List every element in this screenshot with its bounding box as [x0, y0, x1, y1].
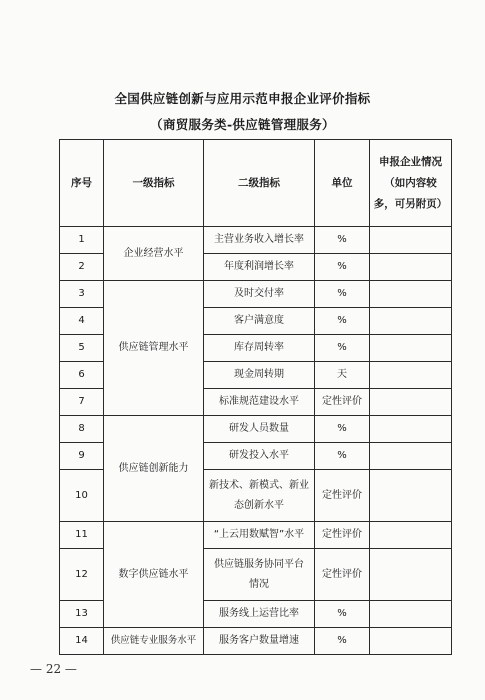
row-no: 8: [60, 416, 104, 443]
row-unit: %: [315, 416, 370, 443]
row-situation-cell[interactable]: [370, 601, 452, 628]
row-indicator: 主营业务收入增长率: [204, 227, 315, 254]
row-indicator: “上云用数赋智”水平: [204, 522, 315, 549]
row-indicator: 标准规范建设水平: [204, 389, 315, 416]
row-unit: %: [315, 254, 370, 281]
table-row: [60, 416, 452, 443]
row-unit: %: [315, 227, 370, 254]
group-label: 供应链管理水平: [104, 281, 204, 416]
row-unit: %: [315, 335, 370, 362]
row-no: 12: [60, 549, 104, 601]
header-ext-line2: （如内容较: [384, 176, 437, 189]
row-situation-cell[interactable]: [370, 227, 452, 254]
row-situation-cell[interactable]: [370, 254, 452, 281]
header-ext-line3: 多，可另附页）: [373, 197, 448, 210]
row-unit: %: [315, 443, 370, 470]
row-situation-cell[interactable]: [370, 416, 452, 443]
header-unit: 单位: [315, 140, 370, 227]
table-row: [60, 281, 452, 308]
row-unit: 定性评价: [315, 470, 370, 522]
row-indicator: 年度利润增长率: [204, 254, 315, 281]
row-no: 10: [60, 470, 104, 522]
row-situation-cell[interactable]: [370, 470, 452, 522]
row-indicator: 服务客户数量增速: [204, 628, 315, 655]
row-situation-cell[interactable]: [370, 362, 452, 389]
row-unit: 定性评价: [315, 522, 370, 549]
group-label: 供应链创新能力: [104, 416, 204, 522]
row-situation-cell[interactable]: [370, 522, 452, 549]
row-no: 11: [60, 522, 104, 549]
page-number: — 22 —: [30, 662, 77, 676]
row-situation-cell[interactable]: [370, 281, 452, 308]
header-enterprise-situation: [370, 140, 452, 227]
evaluation-indicator-table: [59, 139, 452, 655]
table-row: [60, 227, 452, 254]
row-no: 5: [60, 335, 104, 362]
row-no: 1: [60, 227, 104, 254]
row-indicator: 研发投入水平: [204, 443, 315, 470]
row-indicator: 研发人员数量: [204, 416, 315, 443]
document-subtitle: （商贸服务类-供应链管理服务）: [150, 117, 335, 132]
row-no: 4: [60, 308, 104, 335]
row-no: 13: [60, 601, 104, 628]
row-indicator-line2: 态创新水平: [234, 499, 284, 511]
row-unit: 定性评价: [315, 389, 370, 416]
row-indicator-line1: 新技术、新模式、新业: [209, 479, 309, 491]
row-situation-cell[interactable]: [370, 549, 452, 601]
table-row: [60, 522, 452, 549]
header-level2: 二级指标: [204, 140, 315, 227]
row-unit: %: [315, 601, 370, 628]
document-title: 全国供应链创新与应用示范申报企业评价指标: [114, 91, 371, 106]
row-situation-cell[interactable]: [370, 335, 452, 362]
group-label: 数字供应链水平: [104, 522, 204, 628]
row-unit: 定性评价: [315, 549, 370, 601]
group-label: 供应链专业服务水平: [104, 628, 204, 655]
row-unit: 天: [315, 362, 370, 389]
row-no: 6: [60, 362, 104, 389]
row-indicator: 现金周转期: [204, 362, 315, 389]
row-situation-cell[interactable]: [370, 628, 452, 655]
row-no: 3: [60, 281, 104, 308]
row-no: 7: [60, 389, 104, 416]
row-indicator: [204, 470, 315, 522]
row-indicator: [204, 549, 315, 601]
row-situation-cell[interactable]: [370, 443, 452, 470]
row-unit: %: [315, 628, 370, 655]
row-situation-cell[interactable]: [370, 389, 452, 416]
row-situation-cell[interactable]: [370, 308, 452, 335]
row-indicator: 及时交付率: [204, 281, 315, 308]
row-no: 14: [60, 628, 104, 655]
row-unit: %: [315, 308, 370, 335]
header-no: 序号: [60, 140, 104, 227]
row-unit: %: [315, 281, 370, 308]
header-ext-line1: 申报企业情况: [379, 155, 442, 168]
row-no: 2: [60, 254, 104, 281]
table-header-row: [60, 140, 452, 227]
row-no: 9: [60, 443, 104, 470]
row-indicator-line2: 情况: [249, 578, 269, 590]
row-indicator: 库存周转率: [204, 335, 315, 362]
header-level1: 一级指标: [104, 140, 204, 227]
row-indicator-line1: 供应链服务协同平台: [214, 558, 304, 570]
group-label: 企业经营水平: [104, 227, 204, 281]
table-row: [60, 628, 452, 655]
row-indicator: 客户满意度: [204, 308, 315, 335]
row-indicator: 服务线上运营比率: [204, 601, 315, 628]
